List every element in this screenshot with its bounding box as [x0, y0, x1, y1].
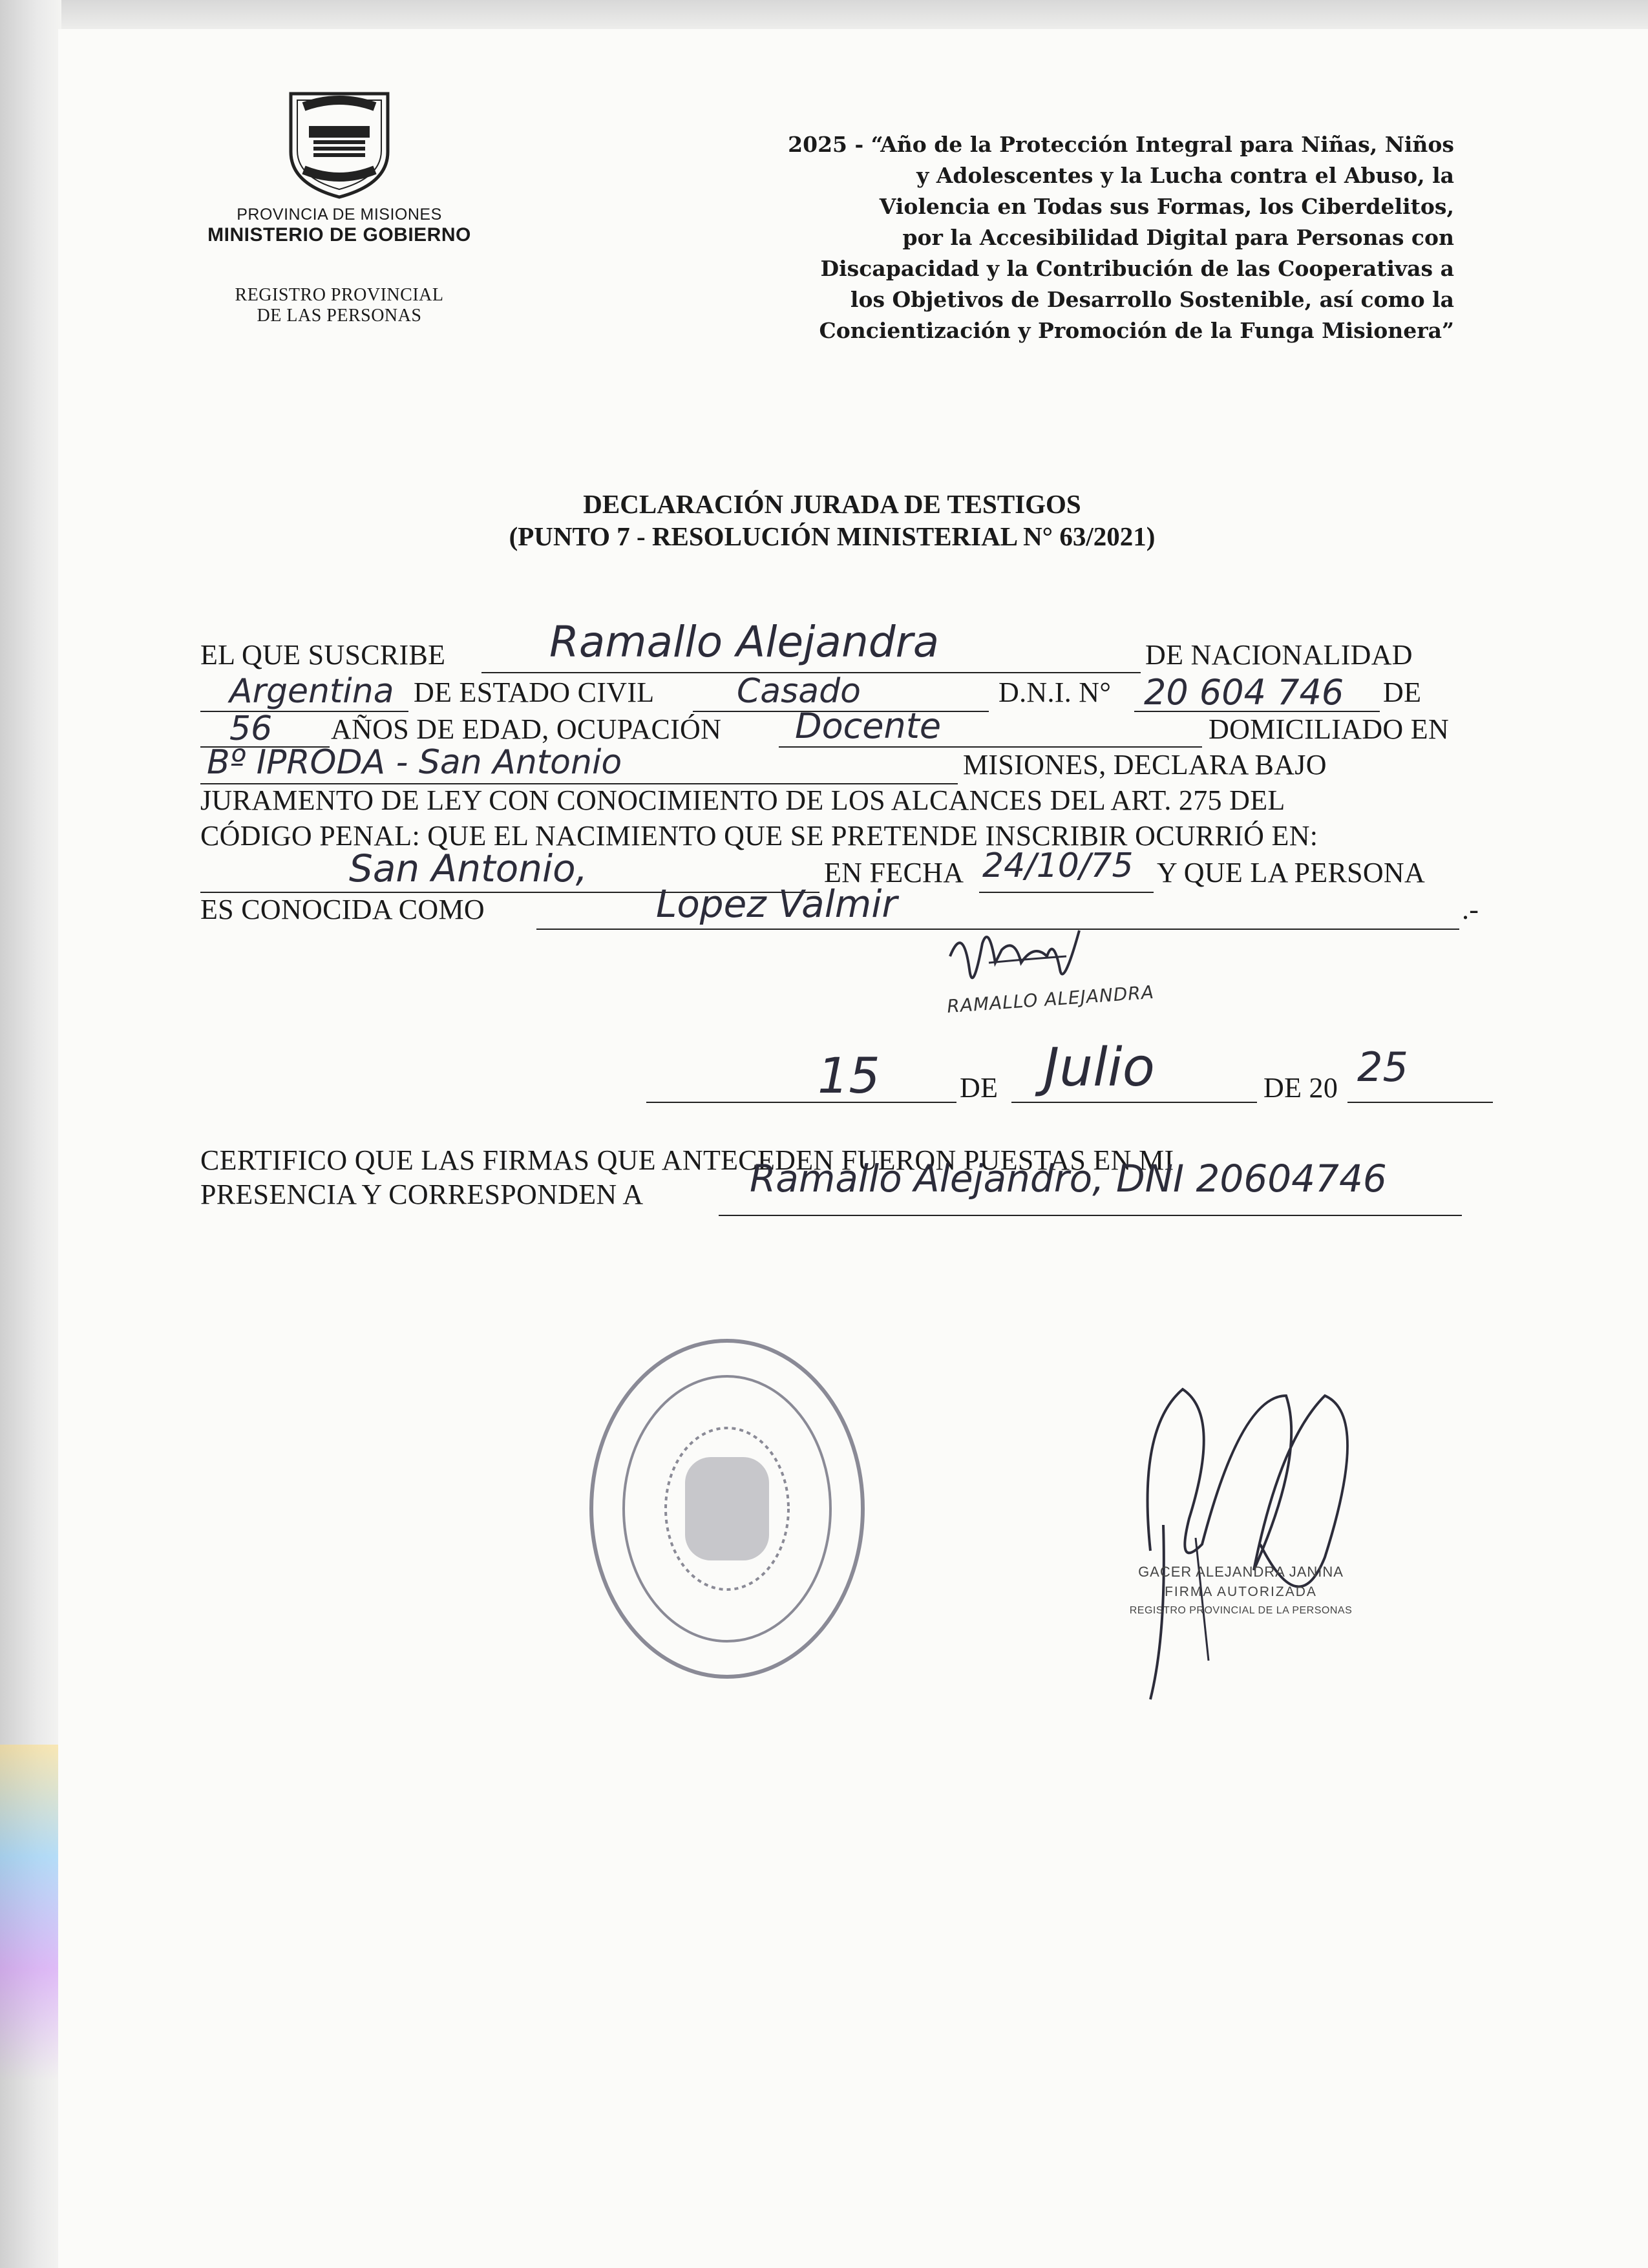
- handwritten-dni: 20 604 746: [1144, 672, 1344, 713]
- motto-line: Concientización y Promoción de la Funga Misionera”: [819, 318, 1454, 343]
- signature-caption: RAMALLO ALEJANDRA: [946, 981, 1155, 1018]
- label-certifico: CERTIFICO QUE LAS FIRMAS QUE ANTECEDEN FUERON PUESTAS EN MI: [200, 1144, 1174, 1176]
- blank-day: [646, 1102, 956, 1103]
- title-line1: DECLARACIÓN JURADA DE TESTIGOS: [583, 489, 1081, 519]
- authority-block: [1092, 1564, 1389, 1617]
- label-juramento: JURAMENTO DE LEY CON CONOCIMIENTO DE LOS ALCANCES DEL ART. 275 DEL: [200, 784, 1285, 816]
- handwritten-year: 25: [1357, 1044, 1408, 1091]
- handwritten-birth-place: San Antonio,: [349, 846, 588, 890]
- label-domicilio: DOMICILIADO EN: [1209, 713, 1450, 745]
- handwritten-certified: Ramallo Alejandro, DNI 20604746: [750, 1157, 1387, 1201]
- ministry-name: MINISTERIO DE GOBIERNO: [207, 224, 471, 246]
- label-edad: AÑOS DE EDAD, OCUPACIÓN: [331, 713, 722, 745]
- label-codigo: CÓDIGO PENAL: QUE EL NACIMIENTO QUE SE PRETENDE INSCRIBIR OCURRIÓ EN:: [200, 820, 1318, 852]
- handwritten-nationality: Argentina: [229, 672, 394, 711]
- blank-month: [1011, 1102, 1257, 1103]
- motto-line: los Objetivos de Desarrollo Sostenible, así como la: [850, 287, 1454, 312]
- blank-year: [1347, 1102, 1493, 1103]
- label-year: DE 20: [1263, 1072, 1338, 1104]
- document-title: [194, 488, 1470, 552]
- blank-occupation: [779, 746, 1202, 748]
- authority-name: GACER ALEJANDRA JANINA: [1138, 1564, 1344, 1580]
- label-dni: D.N.I. N°: [998, 677, 1112, 708]
- registry-name-line1: REGISTRO PROVINCIAL: [235, 285, 444, 305]
- registry-seal-icon: [585, 1334, 869, 1683]
- province-name: PROVINCIA DE MISIONES: [237, 205, 442, 224]
- label-misiones: MISIONES, DECLARA BAJO: [963, 749, 1327, 781]
- label-presencia: PRESENCIA Y CORRESPONDEN A: [200, 1179, 644, 1210]
- end-mark: .-: [1462, 894, 1479, 925]
- handwritten-age: 56: [229, 709, 273, 748]
- blank-birth-date: [979, 892, 1154, 893]
- label-de: DE: [1383, 677, 1422, 708]
- authority-role: FIRMA AUTORIZADA: [1165, 1584, 1317, 1599]
- year-motto: [653, 129, 1454, 346]
- label-suscribe: EL QUE SUSCRIBE: [200, 639, 446, 671]
- handwritten-day: 15: [818, 1047, 880, 1104]
- motto-line: 2025 - “Año de la Protección Integral para Niñas, Niños: [788, 132, 1454, 157]
- title-line2: (PUNTO 7 - RESOLUCIÓN MINISTERIAL N° 63/2021): [509, 521, 1156, 551]
- scan-glare: [0, 1745, 58, 2081]
- label-persona: Y QUE LA PERSONA: [1157, 857, 1426, 888]
- handwritten-month: Julio: [1044, 1037, 1155, 1098]
- handwritten-birth-date: 24/10/75: [982, 846, 1134, 885]
- handwritten-occupation: Docente: [795, 706, 942, 746]
- motto-line: por la Accesibilidad Digital para Personas con: [902, 225, 1454, 250]
- registry-name-line2: DE LAS PERSONAS: [257, 306, 422, 326]
- label-conocida: ES CONOCIDA COMO: [200, 894, 485, 925]
- handwritten-address: Bº IPRODA - San Antonio: [207, 743, 622, 782]
- label-de-date: DE: [960, 1072, 998, 1104]
- motto-line: Violencia en Todas sus Formas, los Ciberdelitos,: [879, 194, 1454, 219]
- label-fecha: EN FECHA: [824, 857, 964, 888]
- handwritten-name: Ramallo Alejandra: [549, 617, 940, 667]
- handwritten-known-as: Lopez Valmir: [656, 882, 898, 926]
- handwritten-civil-status: Casado: [737, 672, 861, 711]
- ministry-header: [184, 87, 494, 339]
- label-nacionalidad: DE NACIONALIDAD: [1145, 639, 1413, 671]
- motto-line: y Adolescentes y la Lucha contra el Abuso, la: [916, 163, 1454, 188]
- motto-line: Discapacidad y la Contribución de las Cooperativas a: [820, 256, 1454, 281]
- province-coat-of-arms-icon: [278, 87, 401, 200]
- label-estado-civil: DE ESTADO CIVIL: [414, 677, 655, 708]
- authority-signature-icon: [1112, 1376, 1422, 1712]
- authority-org: REGISTRO PROVINCIAL DE LA PERSONAS: [1129, 1605, 1353, 1616]
- blank-certified: [719, 1215, 1462, 1216]
